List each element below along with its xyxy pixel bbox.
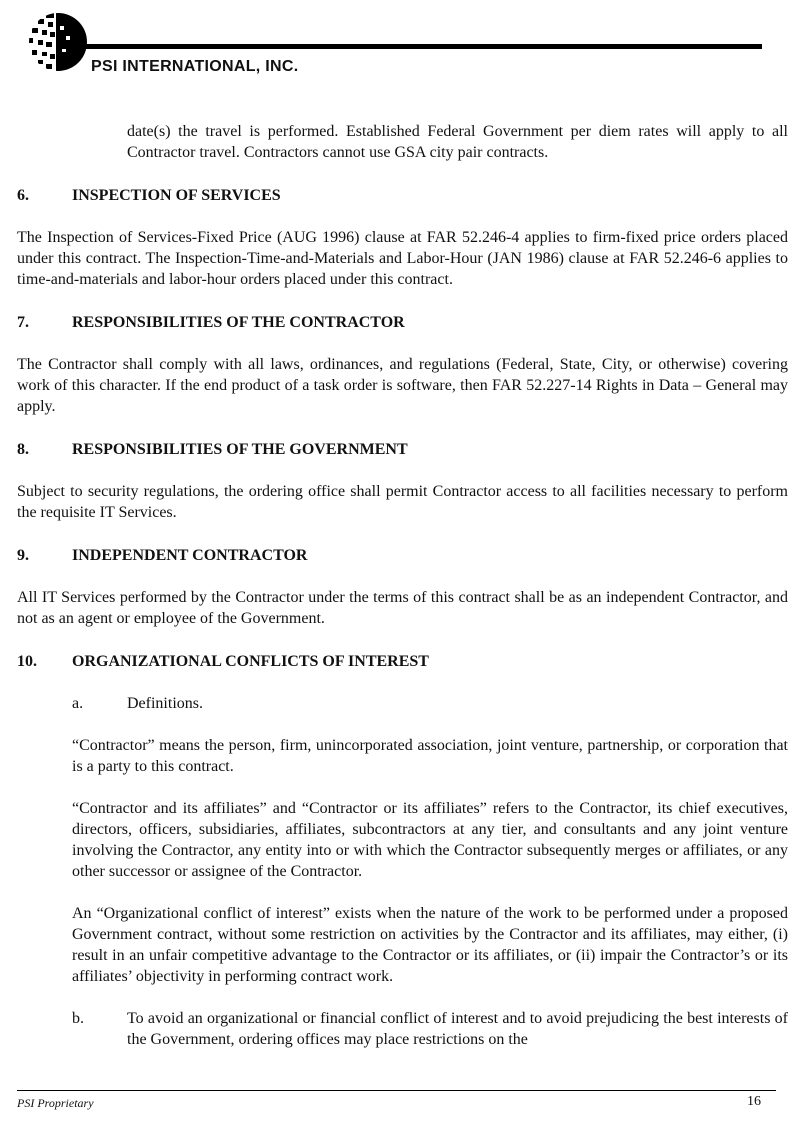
subsection-a [72, 693, 788, 714]
footer-rule [17, 1090, 776, 1091]
section-number: 9. [17, 547, 29, 564]
header-rule [58, 44, 762, 49]
section-heading-8 [17, 439, 788, 460]
section-heading-9 [17, 545, 788, 566]
subsection-letter: b. [72, 1010, 84, 1027]
section-body-7: The Contractor shall comply with all laws, ordinances, and regulations (Federal, State, City, or otherwise) covering work of this character. If the end product of a task order is software, then FAR 52.227-14 Rights in Data – General may apply. [17, 356, 788, 415]
document-body [17, 121, 788, 1050]
company-name: PSI INTERNATIONAL, INC. [91, 58, 299, 75]
section-heading-6 [17, 185, 788, 206]
section-title: RESPONSIBILITIES OF THE GOVERNMENT [72, 441, 408, 458]
section-heading-7 [17, 312, 788, 333]
section-body-6: The Inspection of Services-Fixed Price (AUG 1996) clause at FAR 52.246-4 applies to firm-fixed price orders placed under this contract. The Inspection-Time-and-Materials and Labor-Hour (JAN 1986) clause at FAR 52.246-6 applies to time-and-materials and labor-hour orders placed under this contract. [17, 229, 788, 288]
definition-conflict: An “Organizational conflict of interest” exists when the nature of the work to be performed under a proposed Government contract, without some restriction on activities by the Contractor and its affiliates, may either, (i) result in an unfair competitive advantage to the Contractor or its affiliates, or (ii) impair the Contractor’s or its affiliates’ objectivity in performing contract work. [72, 905, 788, 985]
section-title: ORGANIZATIONAL CONFLICTS OF INTEREST [72, 653, 429, 670]
subsection-b [72, 1008, 788, 1050]
section-number: 10. [17, 653, 37, 670]
company-logo [18, 10, 90, 76]
section-body-8: Subject to security regulations, the ordering office shall permit Contractor access to all facilities necessary to perform the requisite IT Services. [17, 483, 788, 521]
section-number: 8. [17, 441, 29, 458]
section-number: 6. [17, 187, 29, 204]
page-number: 16 [747, 1094, 761, 1109]
continuation-paragraph: date(s) the travel is performed. Established Federal Government per diem rates will apply to all Contractor travel. Contractors cannot use GSA city pair contracts. [127, 123, 788, 161]
subsection-text: To avoid an organizational or financial conflict of interest and to avoid prejudicing the best interests of the Government, ordering offices may place restrictions on the [127, 1010, 788, 1048]
section-title: RESPONSIBILITIES OF THE CONTRACTOR [72, 314, 405, 331]
section-number: 7. [17, 314, 29, 331]
definition-contractor: “Contractor” means the person, firm, unincorporated association, joint venture, partnership, or corporation that is a party to this contract. [72, 737, 788, 775]
subsection-letter: a. [72, 695, 84, 712]
section-body-9: All IT Services performed by the Contractor under the terms of this contract shall be as an independent Contractor, and not as an agent or employee of the Government. [17, 589, 788, 627]
subsection-text: Definitions. [127, 695, 203, 712]
definition-affiliates: “Contractor and its affiliates” and “Contractor or its affiliates” refers to the Contractor, its chief executives, directors, officers, subsidiaries, affiliates, subcontractors at any tier, and consultants and any joint venture involving the Contractor, any entity into or with which the Contractor subsequently merges or affiliates, or any other successor or assignee of the Contractor. [72, 800, 788, 880]
section-title: INDEPENDENT CONTRACTOR [72, 547, 308, 564]
footer-proprietary: PSI Proprietary [17, 1096, 94, 1110]
section-heading-10 [17, 651, 788, 672]
section-title: INSPECTION OF SERVICES [72, 187, 281, 204]
